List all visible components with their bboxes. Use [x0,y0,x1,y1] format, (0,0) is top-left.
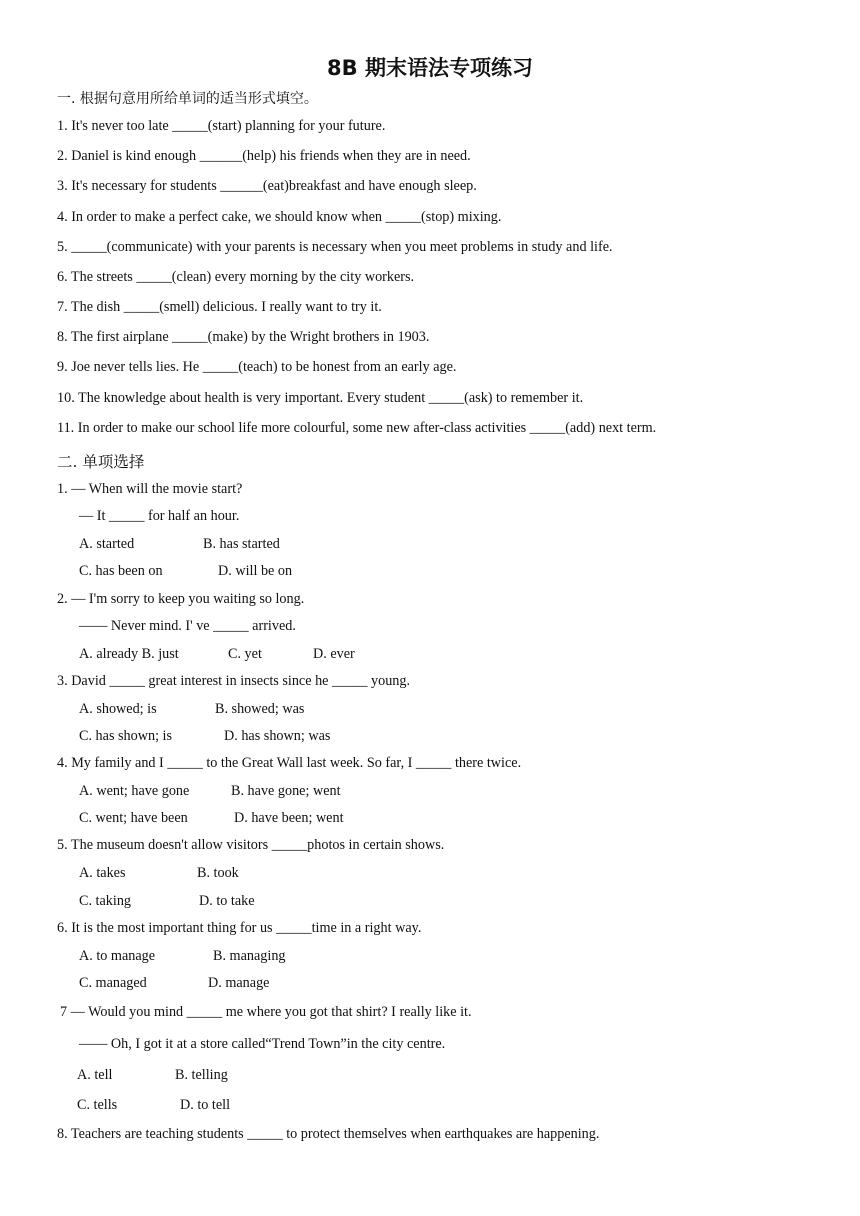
mc-q4-option-c: C. went; have been [79,810,188,826]
mc-q1-stem: 1. — When will the movie start? [57,481,243,497]
fill-item-2: 2. Daniel is kind enough ______(help) his friends when they are in need. [57,148,471,164]
mc-q5-option-c: C. taking [79,893,132,909]
section-1-heading: 一. 根据句意用所给单词的适当形式填空。 [57,91,318,107]
mc-q1-sub: — It _____ for half an hour. [79,508,240,524]
fill-item-4: 4. In order to make a perfect cake, we should know when _____(stop) mixing. [57,209,502,225]
fill-item-3: 3. It's necessary for students ______(eat)breakfast and have enough sleep. [57,178,477,194]
mc-q8-stem: 8. Teachers are teaching students _____ to protect themselves when earthquakes are happening. [57,1126,600,1142]
mc-q6-option-d: D. manage [208,975,270,991]
mc-q1-option-b: B. has started [203,536,280,552]
mc-q4-option-b: B. have gone; went [231,783,341,799]
mc-q7-option-a: A. tell [77,1067,113,1083]
mc-q5-option-a: A. takes [79,865,126,881]
mc-q1-option-d: D. will be on [218,563,293,579]
mc-q5-option-b: B. took [197,865,239,881]
mc-q5-stem: 5. The museum doesn't allow visitors _____photos in certain shows. [57,837,445,853]
mc-q6-option-c: C. managed [79,975,147,991]
fill-item-10: 10. The knowledge about health is very important. Every student _____(ask) to remember it. [57,390,584,406]
fill-item-11: 11. In order to make our school life more colourful, some new after-class activities _____(add) next term. [57,420,657,436]
mc-q2-sub: —— Never mind. I' ve _____ arrived. [79,618,296,634]
mc-q1-option-a: A. started [79,536,135,552]
mc-q4-option-d: D. have been; went [234,810,344,826]
mc-q6-stem: 6. It is the most important thing for us _____time in a right way. [57,920,422,936]
fill-item-9: 9. Joe never tells lies. He _____(teach) to be honest from an early age. [57,359,457,375]
mc-q1-option-c: C. has been on [79,563,163,579]
mc-q2-option-d: D. ever [313,646,355,662]
mc-q2-stem: 2. — I'm sorry to keep you waiting so long. [57,591,305,607]
mc-q3-option-d: D. has shown; was [224,728,331,744]
page-title: 8B 期末语法专项练习 [327,56,533,80]
mc-q4-option-a: A. went; have gone [79,783,190,799]
mc-q2-option-c: C. yet [228,646,262,662]
mc-q3-option-a: A. showed; is [79,701,157,717]
mc-q4-stem: 4. My family and I _____ to the Great Wall last week. So far, I _____ there twice. [57,755,522,771]
fill-item-1: 1. It's never too late _____(start) planning for your future. [57,118,386,134]
section-2-heading: 二. 单项选择 [57,453,145,471]
mc-q3-stem: 3. David _____ great interest in insects since he _____ young. [57,673,411,689]
mc-q7-option-d: D. to tell [180,1097,231,1113]
mc-q7-stem: 7 — Would you mind _____ me where you got that shirt? I really like it. [60,1004,472,1020]
mc-q7-sub: —— Oh, I got it at a store called“Trend Town”in the city centre. [79,1036,446,1052]
mc-q6-option-b: B. managing [213,948,286,964]
fill-item-5: 5. _____(communicate) with your parents is necessary when you meet problems in study and life. [57,239,613,255]
fill-item-6: 6. The streets _____(clean) every morning by the city workers. [57,269,415,285]
fill-item-7: 7. The dish _____(smell) delicious. I really want to try it. [57,299,382,315]
mc-q2-option-ab: A. already B. just [79,646,179,662]
mc-q7-option-c: C. tells [77,1097,118,1113]
mc-q3-option-c: C. has shown; is [79,728,173,744]
mc-q3-option-b: B. showed; was [215,701,305,717]
fill-item-8: 8. The first airplane _____(make) by the Wright brothers in 1903. [57,329,430,345]
mc-q5-option-d: D. to take [199,893,255,909]
mc-q6-option-a: A. to manage [79,948,156,964]
mc-q7-option-b: B. telling [175,1067,228,1083]
